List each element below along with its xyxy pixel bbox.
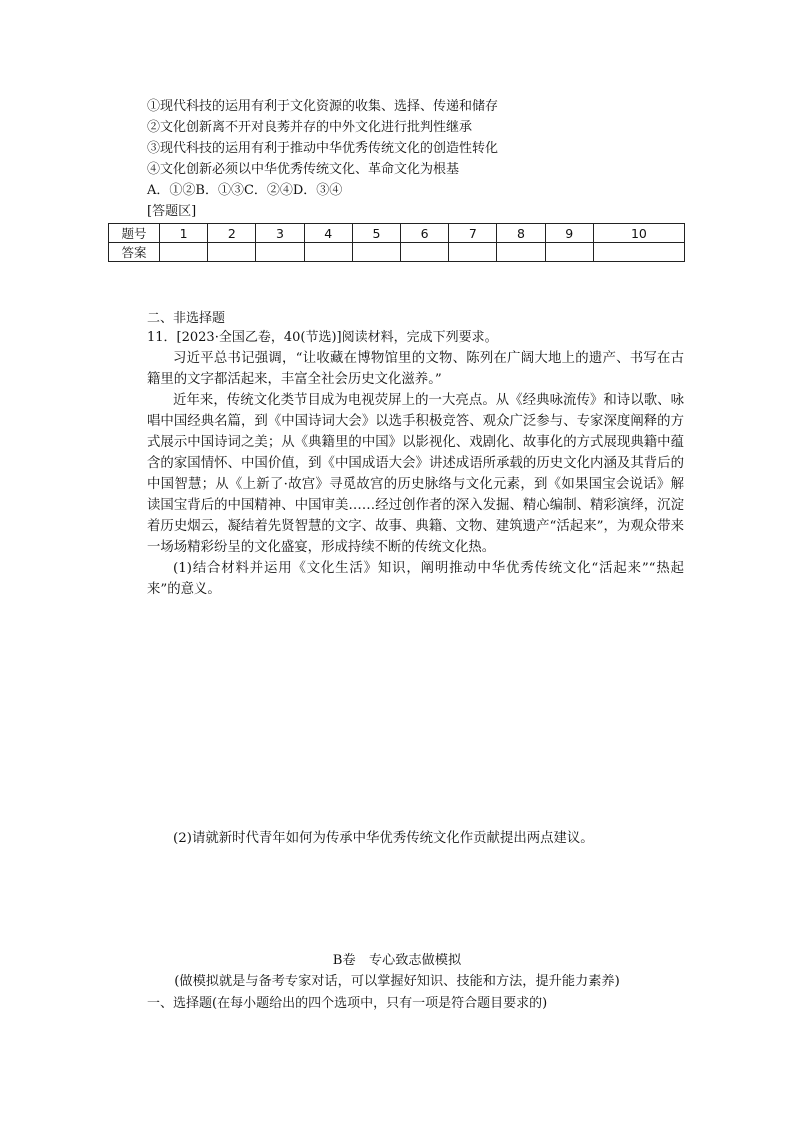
sub-question-1: (1)结合材料并运用《文化生活》知识，阐明推动中华优秀传统文化“活起来”“热起来”的意义。 [147,561,684,597]
answer-cell[interactable] [497,243,545,262]
question-number: 5 [352,224,400,243]
answer-header: 答案 [109,243,160,262]
answer-cell[interactable] [401,243,449,262]
option-3: ③现代科技的运用有利于推动中华优秀传统文化的创造性转化 [147,141,499,156]
question-number: 4 [304,224,352,243]
section-b-part-1: 一、选择题(在每小题给出的四个选项中，只有一项是符合题目要求的) [147,996,548,1011]
answer-cell[interactable] [545,243,593,262]
option-4: ④文化创新必须以中华优秀传统文化、革命文化为根基 [147,162,460,177]
question-number: 3 [256,224,304,243]
answer-choices: A．①②B．①③C．②④D．③④ [147,183,343,198]
answer-area-label: [答题区] [147,204,197,219]
section-b-subtitle: (做模拟就是与备考专家对话，可以掌握好知识、技能和方法，提升能力素养) [174,974,620,989]
answer-cell[interactable] [256,243,304,262]
answer-space-1[interactable] [147,602,684,822]
answer-space-2[interactable] [147,854,684,944]
answer-cell[interactable] [304,243,352,262]
question-number: 2 [208,224,256,243]
section-b-title: B卷 专心致志做模拟 [332,953,462,968]
answer-cell[interactable] [352,243,400,262]
question-number: 8 [497,224,545,243]
number-header: 题号 [109,224,160,243]
question-number: 6 [401,224,449,243]
answer-table-number-row [109,224,685,243]
answer-table-answer-row [109,243,685,262]
question-number: 1 [160,224,208,243]
section-2-title: 二、非选择题 [147,311,226,326]
answer-cell[interactable] [208,243,256,262]
sub-question-2: (2)请就新时代青年如何为传承中华优秀传统文化作贡献提出两点建议。 [173,831,594,846]
question-number: 7 [449,224,497,243]
material-para-2: 近年来，传统文化类节目成为电视荧屏上的一大亮点。从《经典咏流传》和诗以歌、咏唱中国经典名篇，到《中国诗词大会》以选手积极竞答、观众广泛参与、专家深度阐释的方式展示中国诗词之美；从《典籍里的中国》以影视化、戏剧化、故事化的方式展现典籍中蕴含的家国情怀、中国价值，到《中国成语大会》讲述成语所承载的历史文化内涵及其背后的中国智慧；从《上新了·故宫》寻觅故宫的历史脉络与文化元素，到《如果国宝会说话》解读国宝背后的中国精神、中国审美……经过创作者的深入发掘、精心编制、精彩演绎，沉淀着历史烟云，凝结着先贤智慧的文字、故事、典籍、文物、建筑遗产“活起来”，为观众带来一场场精彩纷呈的文化盛宴，形成持续不断的传统文化热。 [147,393,684,555]
option-1: ①现代科技的运用有利于文化资源的收集、选择、传递和储存 [147,99,499,114]
question-11: 11．[2023·全国乙卷，40(节选)]阅读材料，完成下列要求。 [147,330,498,345]
option-2: ②文化创新离不开对良莠并存的中外文化进行批判性继承 [147,120,473,135]
answer-table [108,223,685,262]
question-number: 10 [593,224,684,243]
answer-cell[interactable] [449,243,497,262]
material-para-1: 习近平总书记强调，“让收藏在博物馆里的文物、陈列在广阔大地上的遗产、书写在古籍里的文字都活起来，丰富全社会历史文化滋养。” [147,351,684,387]
question-number: 9 [545,224,593,243]
answer-cell[interactable] [160,243,208,262]
answer-cell[interactable] [593,243,684,262]
